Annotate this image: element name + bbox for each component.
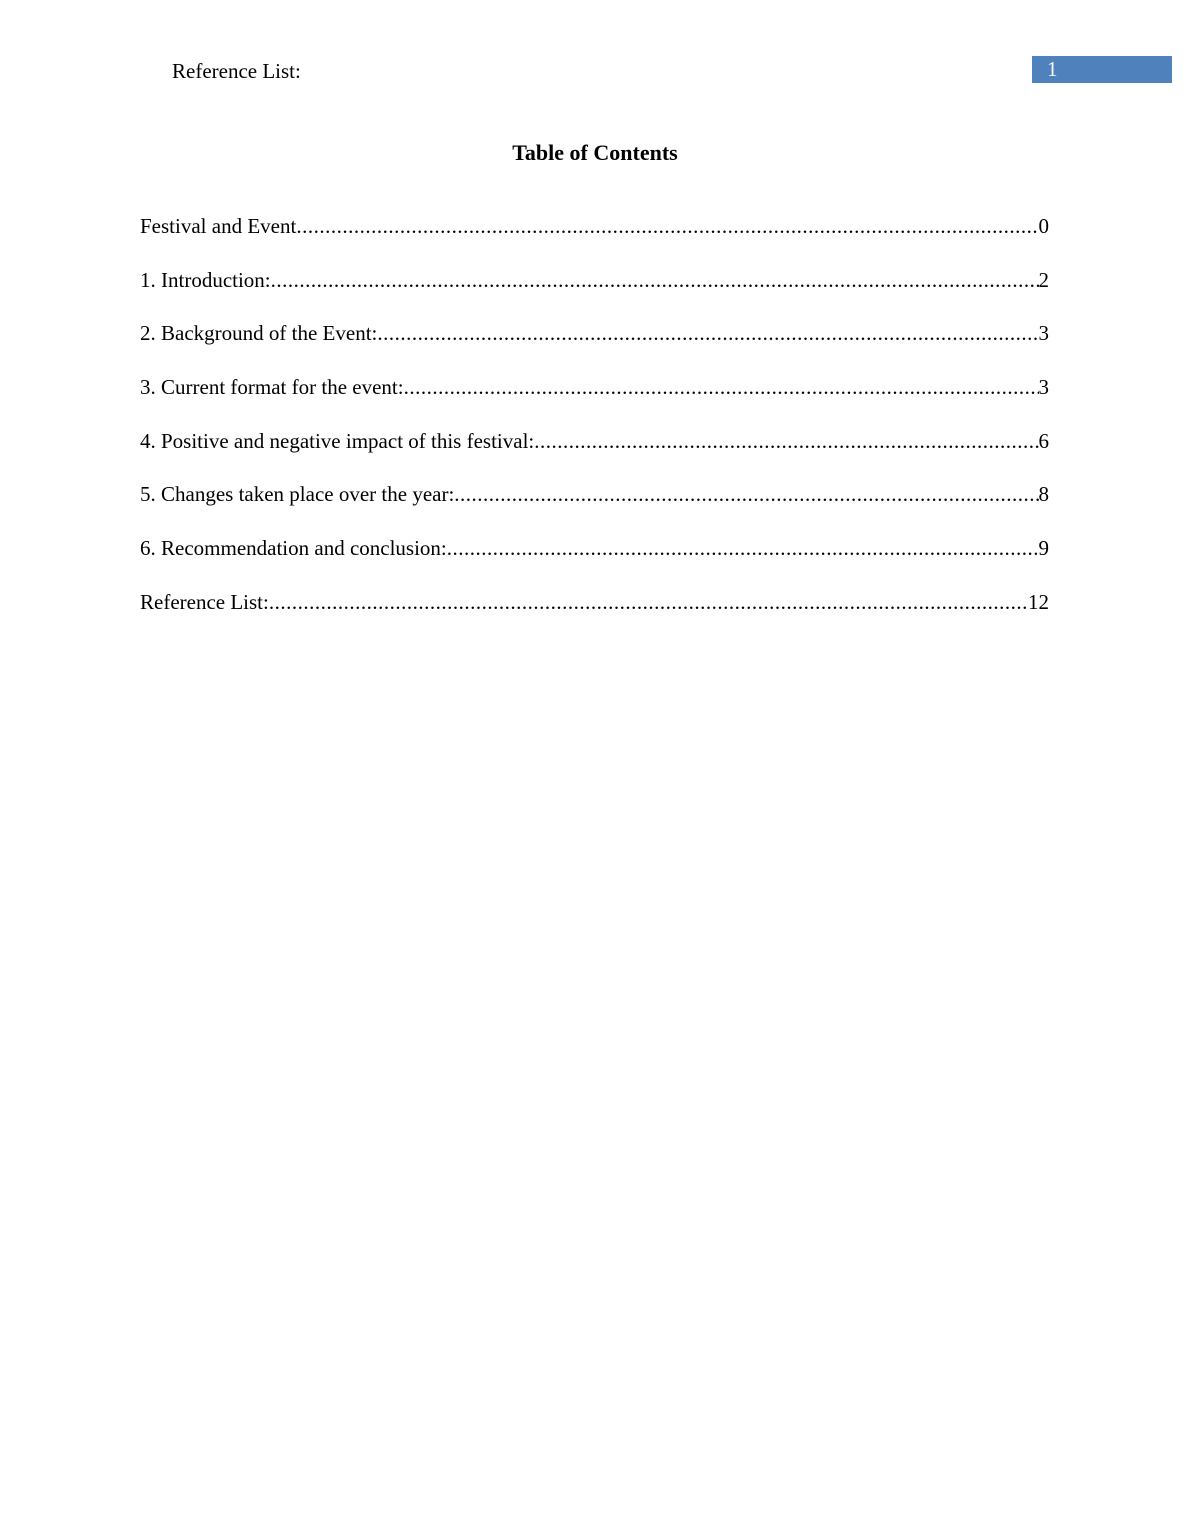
page-number: 1: [1047, 57, 1058, 81]
toc-entry-page: 12: [1028, 589, 1049, 614]
toc-dot-leader: [269, 588, 1028, 616]
toc-entry-label: Reference List:: [140, 589, 269, 614]
toc-entry[interactable]: [140, 588, 1049, 642]
toc-dot-leader: [404, 373, 1039, 401]
toc-entry[interactable]: [140, 480, 1049, 534]
toc-entry-label: Festival and Event: [140, 214, 297, 238]
page-header: [0, 56, 1190, 86]
toc-entry-page: 8: [1038, 482, 1049, 507]
toc-dot-leader: [271, 266, 1039, 294]
page-number-badge: [1032, 56, 1172, 83]
toc-title: Table of Contents: [512, 140, 678, 165]
toc-entry-label: 4. Positive and negative impact of this festival:: [140, 428, 535, 453]
toc-entry-page: 9: [1038, 536, 1049, 561]
toc-entry-label: 2. Background of the Event:: [140, 321, 378, 346]
toc-entry-label: 1. Introduction:: [140, 267, 271, 292]
toc-entry[interactable]: [140, 266, 1049, 320]
toc-entry-page: 3: [1038, 321, 1049, 346]
toc-entry[interactable]: [140, 534, 1049, 588]
toc-dot-leader: [377, 319, 1038, 347]
toc-dot-leader: [534, 427, 1038, 455]
toc-entry-page: 0: [1038, 214, 1049, 238]
toc-entry[interactable]: [140, 373, 1049, 427]
toc-dot-leader: [447, 534, 1039, 562]
header-title: Reference List:: [172, 59, 301, 83]
toc-entry-page: 2: [1038, 267, 1049, 292]
toc-entry[interactable]: [140, 212, 1049, 266]
table-of-contents: [140, 212, 1049, 642]
toc-entry-page: 3: [1038, 375, 1049, 400]
toc-entry[interactable]: [140, 319, 1049, 373]
toc-entry-label: 5. Changes taken place over the year:: [140, 482, 455, 507]
toc-entry[interactable]: [140, 427, 1049, 481]
toc-dot-leader: [296, 212, 1038, 240]
toc-dot-leader: [454, 480, 1038, 508]
toc-entry-label: 6. Recommendation and conclusion:: [140, 536, 447, 561]
toc-entry-label: 3. Current format for the event:: [140, 375, 404, 400]
toc-entry-page: 6: [1038, 428, 1049, 453]
